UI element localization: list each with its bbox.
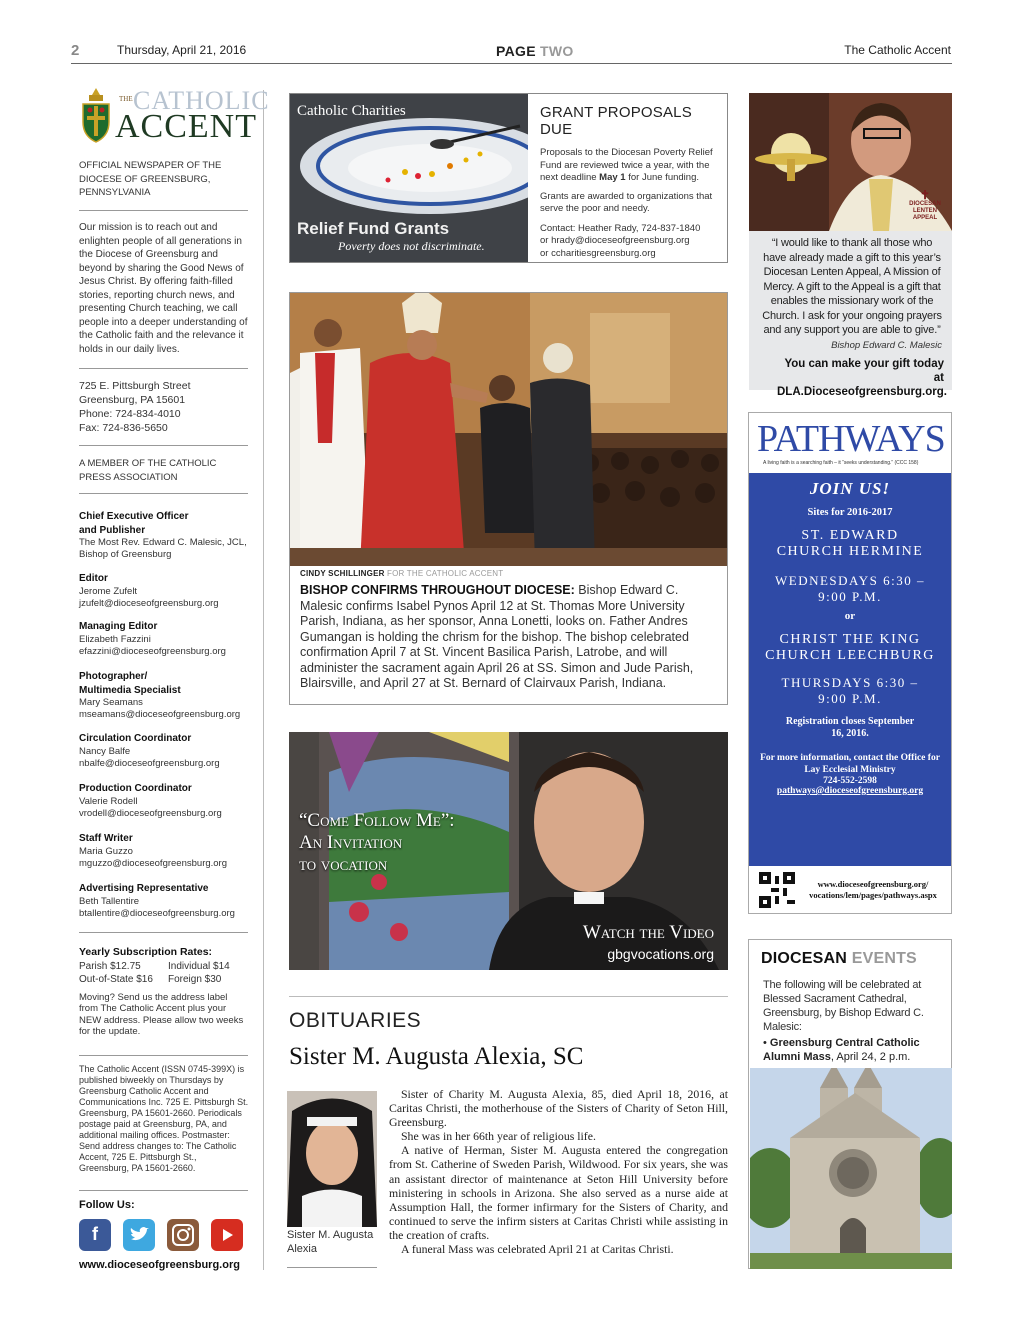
obituary-paragraph: A funeral Mass was celebrated April 21 at Caritas Christi. bbox=[401, 1242, 674, 1257]
staff-entry bbox=[79, 732, 249, 782]
fax-line: Fax: 724-836-5650 bbox=[79, 422, 168, 434]
vocation-title-line: An Invitation bbox=[299, 832, 403, 853]
section-word-page: PAGE bbox=[496, 43, 536, 59]
lenten-appeal-ad[interactable] bbox=[749, 93, 952, 398]
pathways-url[interactable]: www.dioceseofgreensburg.org/ vocations/lem/pages/pathways.aspx bbox=[809, 879, 937, 900]
badge-line: LENTEN bbox=[913, 208, 937, 214]
caption-headline: BISHOP CONFIRMS THROUGHOUT DIOCESE: bbox=[300, 583, 575, 597]
obituaries-rule bbox=[289, 996, 728, 997]
qr-code-icon[interactable] bbox=[759, 872, 795, 908]
rate-out-of-state: Out-of-State $16 bbox=[79, 973, 153, 985]
obituary-paragraph: Sister of Charity M. Augusta Alexia, 85, died April 18, 2016, at Caritas Christi, the motherhouse of the Sisters of Charity of Seton Hill, Greensburg. bbox=[389, 1087, 728, 1130]
staff-role: Photographer/ Multimedia Specialist bbox=[79, 671, 181, 696]
site-one-church: ST. EDWARD CHURCH HERMINE bbox=[776, 528, 924, 559]
staff-name: Mary Seamans bbox=[79, 697, 143, 708]
logo-the: THE bbox=[119, 95, 133, 103]
grant-deadline-text bbox=[540, 147, 723, 185]
pathways-title: PATHWAYS bbox=[757, 418, 945, 460]
grant-text: for June funding. bbox=[625, 172, 699, 183]
social-icons bbox=[79, 1219, 249, 1251]
pathways-phone: 724-552-2598 bbox=[823, 776, 877, 786]
diocesan-events bbox=[748, 939, 952, 1269]
donate-link[interactable]: You can make your gift today at DLA.Dioceseofgreensburg.org. bbox=[777, 358, 947, 398]
paper-name: The Catholic Accent bbox=[844, 43, 951, 57]
obituary-name: Sister M. Augusta Alexia, SC bbox=[289, 1043, 584, 1070]
photographer-name: CINDY SCHILLINGER bbox=[300, 569, 385, 578]
staff-name: Nancy Balfe bbox=[79, 745, 131, 757]
events-title-a: DIOCESAN bbox=[761, 950, 848, 967]
staff-entry bbox=[79, 572, 249, 620]
grant-title: GRANT PROPOSALS DUE bbox=[540, 104, 692, 138]
facebook-icon[interactable]: f bbox=[79, 1219, 111, 1251]
grant-deadline: May 1 bbox=[599, 172, 626, 183]
staff-entry bbox=[79, 510, 249, 568]
staff-role: Production Coordinator bbox=[79, 783, 192, 794]
site-one-time: WEDNESDAYS 6:30 – 9:00 P.M. bbox=[775, 573, 925, 604]
staff-directory bbox=[79, 510, 249, 924]
staff-role: Chief Executive Officer and Publisher bbox=[79, 511, 189, 536]
pathways-join: JOIN US! bbox=[809, 479, 891, 498]
cathedral-photo bbox=[750, 1068, 952, 1269]
pathways-or: or bbox=[844, 610, 856, 622]
obituaries-section-title: OBITUARIES bbox=[289, 1009, 422, 1032]
pathways-email[interactable]: pathways@dioceseofgreensburg.org bbox=[776, 786, 924, 796]
staff-entry bbox=[79, 832, 249, 882]
staff-entry bbox=[79, 882, 249, 924]
issn-statement: The Catholic Accent (ISSN 0745-399X) is published biweekly on Thursdays by Greensburg Catholic Accent and Communications Inc. 725 E. Pittsburgh St. Greensburg, PA 15601-2660. Periodicals postage paid at Greensburg, PA, and additional mailing offices. Postmaster: Send address changes to: The Catholic Accent, 725 E. Pittsburgh St., Greensburg, PA 15601-2660. bbox=[79, 1064, 249, 1173]
obituary-body bbox=[389, 1087, 728, 1256]
event-name: Greensburg Central Catholic Alumni Mass bbox=[763, 1037, 920, 1063]
press-association-line: A MEMBER OF THE CATHOLIC PRESS ASSOCIATION bbox=[79, 458, 217, 483]
staff-name: Valerie Rodell bbox=[79, 795, 138, 807]
instagram-icon[interactable] bbox=[167, 1219, 199, 1251]
vocation-title-line: to vocation bbox=[299, 854, 388, 875]
left-rule bbox=[79, 1190, 248, 1191]
mailing-address bbox=[79, 379, 249, 435]
bishop-photo bbox=[749, 93, 952, 231]
grant-purpose: Grants are awarded to organizations that serve the poor and needy. bbox=[540, 190, 713, 214]
relief-fund-tagline: Poverty does not discriminate. bbox=[338, 239, 485, 253]
confirmation-caption bbox=[300, 583, 720, 692]
events-title bbox=[761, 950, 917, 968]
staff-role: Advertising Representative bbox=[79, 883, 209, 894]
column-divider bbox=[263, 90, 264, 1270]
mission-statement: Our mission is to reach out and enlighten people of all generations in the Diocese of Greensburg and beyond by sharing the Good News of Jesus Christ. By offering faith-filled stories, reporting church news, and presenting Church teaching, we call people into a deeper understanding of the Catholic faith and the relevance it holds in our daily lives. bbox=[79, 222, 248, 355]
staff-entry bbox=[79, 620, 249, 670]
staff-email[interactable]: efazzini@dioceseofgreensburg.org bbox=[79, 645, 226, 657]
charities-photo bbox=[290, 94, 528, 262]
obituary-paragraph: She was in her 66th year of religious life. bbox=[401, 1129, 596, 1144]
contact-name: Contact: Heather Rady, 724-837-1840 bbox=[540, 222, 701, 234]
pathways-info: For more information, contact the Office for Lay Ecclesial Ministry bbox=[760, 753, 940, 775]
event-item bbox=[763, 1036, 941, 1064]
header-rule bbox=[71, 63, 952, 64]
page-section-title bbox=[496, 43, 574, 59]
section-word-two: TWO bbox=[540, 43, 574, 59]
staff-name: Jerome Zufelt bbox=[79, 585, 138, 597]
relief-fund-headline: Relief Fund Grants bbox=[297, 219, 450, 238]
follow-us bbox=[79, 1199, 249, 1272]
rate-parish: Parish $12.75 bbox=[79, 960, 141, 972]
relief-fund-ad[interactable] bbox=[289, 93, 728, 263]
photo-credit bbox=[300, 569, 503, 578]
site-two-time: THURSDAYS 6:30 – 9:00 P.M. bbox=[781, 675, 919, 706]
address-change-note: Moving? Send us the address label from The Catholic Accent plus your NEW address. Please allow two weeks for the update. bbox=[79, 991, 244, 1037]
grant-contact bbox=[540, 223, 723, 261]
staff-name: Beth Tallentire bbox=[79, 895, 140, 907]
site-two-church: CHRIST THE KING CHURCH LEECHBURG bbox=[765, 632, 935, 663]
photo-caption-rule bbox=[287, 1267, 377, 1268]
sister-portrait-art bbox=[287, 1091, 377, 1227]
pathways-sites: Sites for 2016-2017 bbox=[807, 507, 893, 518]
masthead-logo bbox=[79, 86, 270, 148]
confirmation-photo-art bbox=[290, 293, 727, 566]
staff-name: The Most Rev. Edward C. Malesic, JCL, bbox=[79, 537, 247, 548]
photo-credit-source: FOR THE CATHOLIC ACCENT bbox=[387, 569, 504, 578]
obituary-paragraph: A native of Herman, Sister M. Augusta entered the congregation from St. Catherine of Sweden Parish, Wildwood. For six years, she was an assistant director of maintenance at Seton Hill University before ministering in schools in Arizona. She also served as a nurse aide at Assumption Hall, the former infirmary for the Sisters of Charity, and continued to serve the infirm sisters at Caritas Christi while assisting in the creation of crafts. bbox=[389, 1143, 728, 1242]
twitter-icon[interactable] bbox=[123, 1219, 155, 1251]
subscription-title: Yearly Subscription Rates: bbox=[79, 946, 213, 958]
events-title-b: EVENTS bbox=[851, 950, 917, 967]
staff-email[interactable]: jzufelt@dioceseofgreensburg.org bbox=[79, 597, 219, 609]
charities-brand: Catholic Charities bbox=[297, 103, 406, 119]
vocation-title-line: “Come Follow Me”: bbox=[299, 810, 455, 831]
logo-accent: ACCENT bbox=[115, 108, 257, 145]
left-rule bbox=[79, 368, 248, 369]
obituary-photo-caption: Sister M. Augusta Alexia bbox=[287, 1229, 374, 1255]
staff-role: Staff Writer bbox=[79, 833, 133, 844]
watch-video-button[interactable]: Watch the Video bbox=[582, 922, 714, 943]
staff-role: Editor bbox=[79, 573, 108, 584]
pathways-header bbox=[749, 413, 951, 473]
pathways-tagline: A living faith is a searching faith – it “seeks understanding.” (CCC 158) bbox=[763, 460, 919, 466]
confirmation-photo bbox=[290, 293, 727, 566]
subscription-box bbox=[79, 946, 249, 1038]
subscription-rates bbox=[79, 960, 249, 986]
staff-role: Circulation Coordinator bbox=[79, 733, 192, 744]
staff-email[interactable]: mseamans@dioceseofgreensburg.org bbox=[79, 709, 241, 720]
logo-catholic: CATHOLIC bbox=[133, 86, 270, 115]
staff-email[interactable]: nbalfe@dioceseofgreensburg.org bbox=[79, 757, 220, 769]
issue-date: Thursday, April 21, 2016 bbox=[117, 43, 247, 57]
contact-website[interactable]: or ccharitiesgreensburg.org bbox=[540, 247, 656, 259]
staff-email[interactable]: vrodell@dioceseofgreensburg.org bbox=[79, 807, 222, 819]
bullet-icon: • bbox=[763, 1037, 770, 1049]
left-rule bbox=[79, 932, 248, 933]
bishop-quote: “I would like to thank all those who have already made a gift to this year’s Diocesan Lenten Appeal, A Mission of Mercy. A gift to the Appeal is a gift that enables the missionary work of the Church. I ask for your ongoing prayers and any support you are able to give.” bbox=[762, 237, 942, 336]
cross-icon: ✝ bbox=[919, 188, 931, 202]
official-newspaper-line: OFFICIAL NEWSPAPER OF THE DIOCESE OF GREENSBURG, PENNSYLVANIA bbox=[79, 160, 222, 198]
obituary-photo bbox=[287, 1091, 377, 1227]
youtube-icon[interactable] bbox=[211, 1219, 243, 1251]
follow-us-title: Follow Us: bbox=[79, 1199, 135, 1211]
vocation-website[interactable]: gbgvocations.org bbox=[607, 946, 714, 962]
left-rule bbox=[79, 493, 248, 494]
confirmation-story bbox=[289, 292, 728, 705]
diocese-crest-icon bbox=[79, 86, 113, 146]
pathways-ad[interactable] bbox=[748, 412, 952, 914]
phone-line: Phone: 724-834-4010 bbox=[79, 408, 181, 420]
staff-email[interactable]: btallentire@dioceseofgreensburg.org bbox=[79, 907, 235, 919]
left-rule bbox=[79, 1055, 248, 1056]
registration-deadline: Registration closes September 16, 2016. bbox=[785, 716, 915, 739]
rate-individual: Individual $14 bbox=[168, 960, 230, 972]
badge-line: APPEAL bbox=[912, 215, 938, 221]
grant-info bbox=[540, 104, 723, 260]
grant-text: Proposals to the Diocesan Poverty Relief Fund are reviewed twice a year, with the next deadline bbox=[540, 147, 713, 183]
address-line: 725 E. Pittsburgh Street bbox=[79, 380, 191, 392]
contact-email[interactable]: or hrady@dioceseofgreensburg.org bbox=[540, 235, 690, 246]
cathedral-art bbox=[750, 1068, 952, 1269]
bishop-signature: Bishop Edward C. Malesic bbox=[831, 340, 942, 351]
pathways-panel bbox=[749, 473, 951, 866]
website-link[interactable]: www.dioceseofgreensburg.org bbox=[79, 1258, 240, 1271]
staff-email[interactable]: mguzzo@dioceseofgreensburg.org bbox=[79, 857, 228, 869]
lenten-appeal-badge bbox=[906, 189, 944, 222]
vocation-video[interactable] bbox=[289, 732, 728, 970]
staff-name: Elizabeth Fazzini bbox=[79, 633, 151, 645]
staff-entry bbox=[79, 670, 249, 732]
left-rule bbox=[79, 445, 248, 446]
vocation-title bbox=[299, 810, 455, 876]
staff-name: Maria Guzzo bbox=[79, 845, 133, 857]
event-date: , April 24, 2 p.m. bbox=[830, 1051, 911, 1063]
events-intro: The following will be celebrated at Blessed Sacrament Cathedral, Greensburg, by Bishop Edward C. Malesic: bbox=[763, 979, 924, 1033]
left-rule bbox=[79, 210, 248, 211]
staff-entry bbox=[79, 782, 249, 832]
rate-foreign: Foreign $30 bbox=[168, 973, 222, 985]
staff-detail: Bishop of Greensburg bbox=[79, 549, 172, 560]
address-line: Greensburg, PA 15601 bbox=[79, 394, 186, 406]
badge-line: DIOCESAN bbox=[909, 201, 941, 207]
page-number: 2 bbox=[71, 42, 80, 59]
staff-role: Managing Editor bbox=[79, 621, 158, 632]
caption-text: Bishop Edward C. Malesic confirms Isabel Pynos April 12 at St. Thomas More University Parish, Indiana, as her sponsor, Anna Lonetti, looks on. Father Andres Gumangan is holding the chrism for the bishop. The bishop celebrated confirmation April 7 at St. Vincent Basilica Parish, Latrobe, and will administer the sacrament again April 26 at SS. Simon and Jude Parish, Blairsville, and April 27 at St. Bernard of Clairvaux Parish, Indiana. bbox=[300, 583, 694, 690]
